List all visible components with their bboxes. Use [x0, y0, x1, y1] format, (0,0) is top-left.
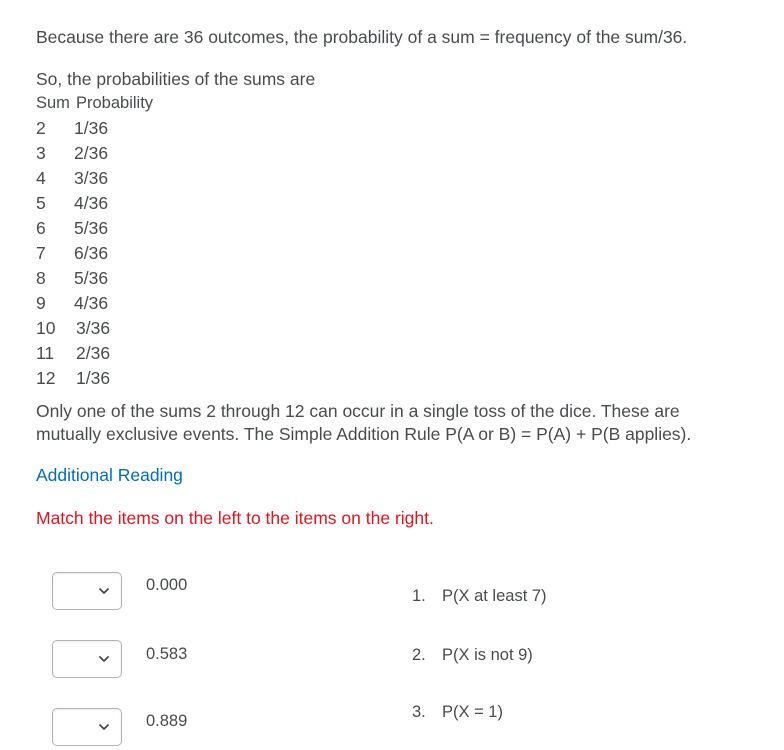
- table-row: [36, 342, 236, 364]
- table-row: [36, 217, 236, 239]
- explanation-line-2: mutually exclusive events. The Simple Addition Rule P(A or B) = P(A) + P(B applies).: [36, 424, 692, 444]
- intro-so-text: So, the probabilities of the sums are: [36, 69, 316, 89]
- chevron-down-icon: [99, 724, 109, 731]
- sum-value: 9: [36, 293, 46, 313]
- match-select-2[interactable]: [52, 640, 122, 678]
- right-item-number: 2.: [412, 646, 426, 664]
- table-row: [36, 192, 236, 214]
- table-row: [36, 317, 236, 339]
- table-row: [36, 117, 236, 139]
- probability-value: 4/36: [74, 193, 109, 213]
- table-row: [36, 367, 236, 389]
- explanation-line-1: Only one of the sums 2 through 12 can occur in a single toss of the dice. These are: [36, 401, 680, 421]
- intro-outcomes-text: Because there are 36 outcomes, the probability of a sum = frequency of the sum/36.: [36, 27, 688, 47]
- probability-value: 3/36: [76, 318, 111, 338]
- right-item-number: 1.: [412, 587, 426, 605]
- right-item-2: [412, 644, 533, 666]
- right-item-label: P(X at least 7): [442, 587, 547, 605]
- probability-value: 1/36: [74, 118, 109, 138]
- right-item-label: P(X is not 9): [442, 646, 533, 664]
- chevron-down-icon: [99, 656, 109, 663]
- probability-value: 4/36: [74, 293, 109, 313]
- probability-value: 1/36: [76, 368, 111, 388]
- probability-value: 3/36: [74, 168, 109, 188]
- table-row: [36, 167, 236, 189]
- probability-value: 2/36: [76, 343, 111, 363]
- instruction-text: Match the items on the left to the items on the right.: [36, 508, 434, 528]
- match-value-2: 0.583: [146, 645, 188, 663]
- chevron-down-icon: [99, 588, 109, 595]
- right-item-1: [412, 585, 547, 607]
- sum-value: 7: [36, 243, 46, 263]
- sum-value: 11: [36, 343, 55, 363]
- table-row: [36, 142, 236, 164]
- additional-reading-link[interactable]: Additional Reading: [36, 465, 183, 485]
- right-item-3: [412, 701, 503, 723]
- sum-value: 8: [36, 268, 46, 288]
- sum-value: 6: [36, 218, 46, 238]
- sum-value: 12: [36, 368, 56, 388]
- sum-value: 5: [36, 193, 46, 213]
- probability-value: 2/36: [74, 143, 109, 163]
- match-value-3: 0.889: [146, 712, 188, 730]
- header-sum: Sum: [36, 94, 70, 112]
- match-select-1[interactable]: [52, 572, 122, 610]
- probability-value: 6/36: [74, 243, 109, 263]
- probability-value: 5/36: [74, 268, 109, 288]
- match-select-3[interactable]: [52, 708, 122, 746]
- table-row: [36, 242, 236, 264]
- probability-value: 5/36: [74, 218, 109, 238]
- sum-value: 3: [36, 143, 46, 163]
- sum-value: 2: [36, 118, 46, 138]
- table-row: [36, 267, 236, 289]
- table-row: [36, 292, 236, 314]
- match-value-1: 0.000: [146, 576, 188, 594]
- sum-value: 10: [36, 318, 56, 338]
- header-probability: Probability: [76, 94, 154, 112]
- right-item-label: P(X = 1): [442, 703, 503, 721]
- right-item-number: 3.: [412, 703, 426, 721]
- sum-value: 4: [36, 168, 46, 188]
